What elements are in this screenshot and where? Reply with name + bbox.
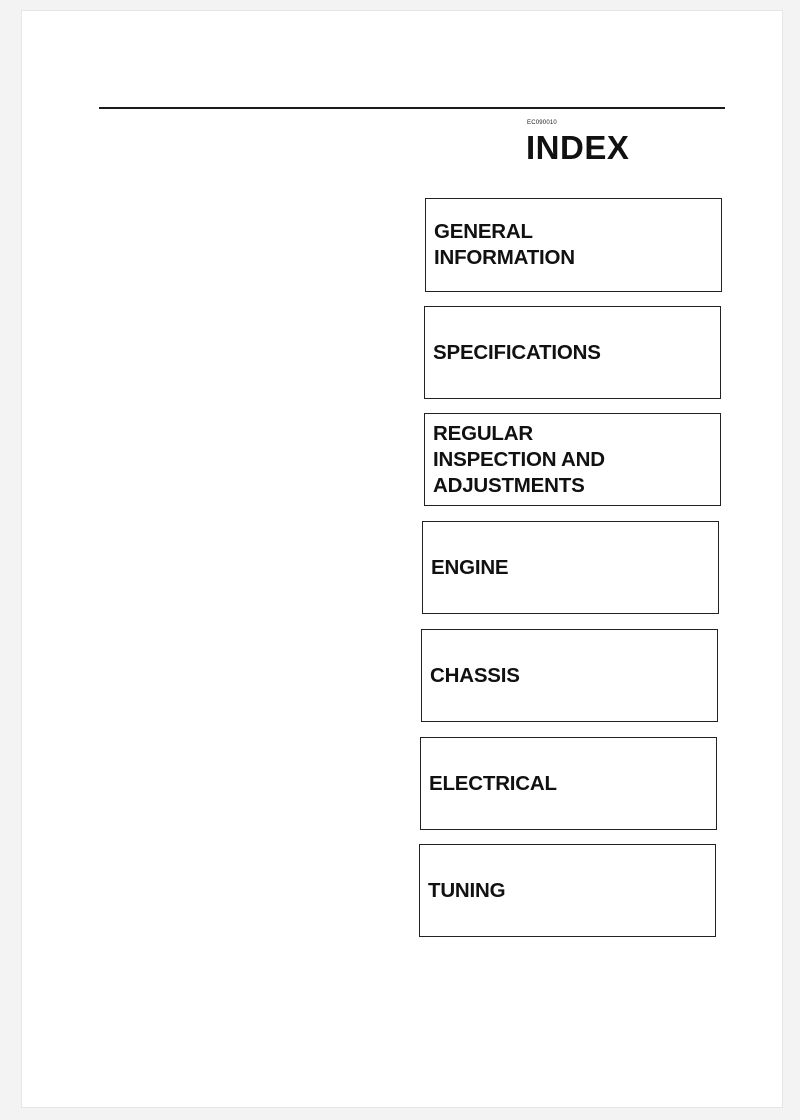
index-tab-label: GENERAL INFORMATION	[434, 220, 575, 269]
index-tab-label: ELECTRICAL	[429, 771, 557, 795]
index-tab-regular-inspection[interactable]	[424, 413, 721, 506]
index-tab-electrical[interactable]	[420, 737, 717, 830]
index-tab-label: TUNING	[428, 878, 506, 902]
index-tab-label: CHASSIS	[430, 663, 520, 687]
document-code: EC090010	[527, 120, 557, 126]
header-rule	[99, 107, 725, 109]
index-tab-label: SPECIFICATIONS	[433, 340, 601, 364]
page-title: INDEX	[526, 129, 630, 166]
index-tab-label: REGULAR INSPECTION AND ADJUSTMENTS	[433, 421, 605, 497]
index-tab-specifications[interactable]	[424, 306, 721, 399]
index-tab-label: ENGINE	[431, 555, 509, 579]
index-tab-engine[interactable]	[422, 521, 719, 614]
index-tab-general-information[interactable]	[425, 198, 722, 292]
index-tab-tuning[interactable]	[419, 844, 716, 937]
index-tab-chassis[interactable]	[421, 629, 718, 722]
